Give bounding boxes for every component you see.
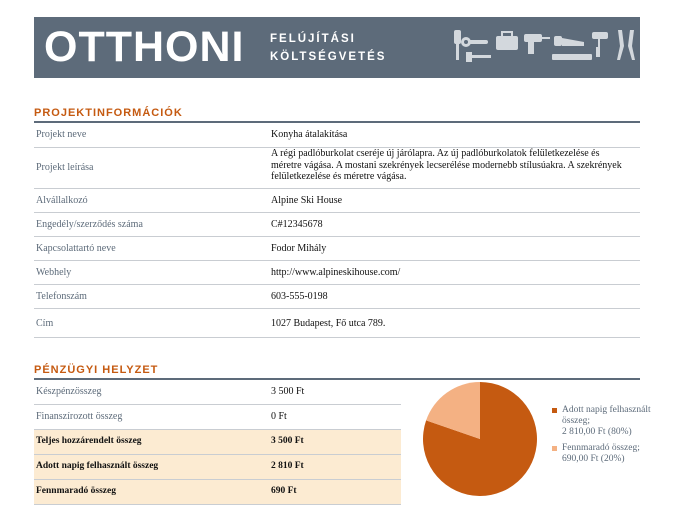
pliers-icon: [617, 30, 635, 60]
finance-row-cash: [34, 380, 401, 405]
row-value: 603-555-0198: [271, 291, 328, 302]
finance-row-financed: [34, 405, 401, 430]
row-value: 2 810 Ft: [271, 461, 304, 471]
project-row-permit: [34, 213, 640, 237]
finance-row-total-assigned: [34, 430, 401, 455]
wrench-icon: [461, 37, 488, 47]
project-row-description: [34, 148, 640, 189]
legend-label-spent: Adott napig felhasznált összeg; 2 810,00 Ft (80%): [562, 405, 651, 437]
row-value: C#12345678: [271, 219, 323, 230]
row-label: Kapcsolattartó neve: [36, 243, 116, 254]
row-value: 3 500 Ft: [271, 386, 305, 397]
project-row-website: [34, 261, 640, 285]
row-value: 3 500 Ft: [271, 436, 304, 446]
finance-section-title: PÉNZÜGYI HELYZET: [34, 364, 159, 376]
drill-icon: [524, 34, 550, 54]
legend-label-remaining: Fennmaradó összeg; 690,00 Ft (20%): [562, 443, 640, 464]
tool-icons: [452, 26, 638, 70]
finance-row-remaining: [34, 480, 401, 505]
row-label: Teljes hozzárendelt összeg: [36, 436, 142, 446]
row-label: Fennmaradó összeg: [36, 486, 116, 496]
hammer-icon: [466, 52, 491, 62]
project-row-phone: [34, 285, 640, 309]
project-row-name: [34, 123, 640, 148]
subtitle-line-1: FELÚJÍTÁSI: [270, 33, 356, 45]
paintbrush-icon: [454, 30, 461, 60]
row-label: Projekt neve: [36, 129, 87, 140]
saw-icon: [554, 36, 584, 46]
project-row-address: [34, 309, 640, 338]
header-banner: [34, 17, 640, 78]
finance-row-spent-to-date: [34, 455, 401, 480]
row-label: Cím: [36, 318, 54, 329]
toolbox-icon: [496, 32, 518, 50]
page-title: OTTHONI: [44, 23, 245, 71]
chart-legend: [552, 405, 675, 470]
row-label: Webhely: [36, 267, 72, 278]
legend-swatch-spent: [552, 408, 557, 413]
row-value: A régi padlóburkolat cseréje új járólapra. Az új padlóburkolatok felületkezelése és méretre vágása. A mostani szekrények lecserélése modernebb stílusúakra. A szekrények felületkezelése és méretre vágása.: [271, 148, 622, 182]
row-value: Konyha átalakítása: [271, 129, 348, 140]
row-value: 1027 Budapest, Fő utca 789.: [271, 318, 386, 329]
subtitle-line-2: KÖLTSÉGVETÉS: [270, 51, 387, 63]
paint-roller-icon: [592, 32, 608, 57]
row-label: Finanszírozott összeg: [36, 411, 123, 422]
row-value: Fodor Mihály: [271, 243, 327, 254]
row-label: Engedély/szerződés száma: [36, 219, 143, 230]
legend-item-remaining: [552, 443, 675, 465]
row-label: Telefonszám: [36, 291, 87, 302]
row-label: Alvállalkozó: [36, 195, 88, 206]
level-icon: [552, 54, 592, 60]
budget-pie-chart: [420, 378, 540, 500]
row-value: Alpine Ski House: [271, 195, 343, 206]
row-value[interactable]: http://www.alpineskihouse.com/: [271, 267, 401, 278]
legend-swatch-remaining: [552, 446, 557, 451]
project-section-title: PROJEKTINFORMÁCIÓK: [34, 107, 183, 119]
row-label: Projekt leírása: [36, 162, 94, 173]
legend-item-spent: [552, 405, 675, 438]
row-label: Készpénzösszeg: [36, 386, 102, 397]
project-row-contact: [34, 237, 640, 261]
row-label: Adott napig felhasznált összeg: [36, 461, 159, 471]
row-value: 0 Ft: [271, 411, 287, 422]
row-value: 690 Ft: [271, 486, 297, 496]
project-row-contractor: [34, 189, 640, 213]
page-subtitle: [270, 30, 386, 66]
